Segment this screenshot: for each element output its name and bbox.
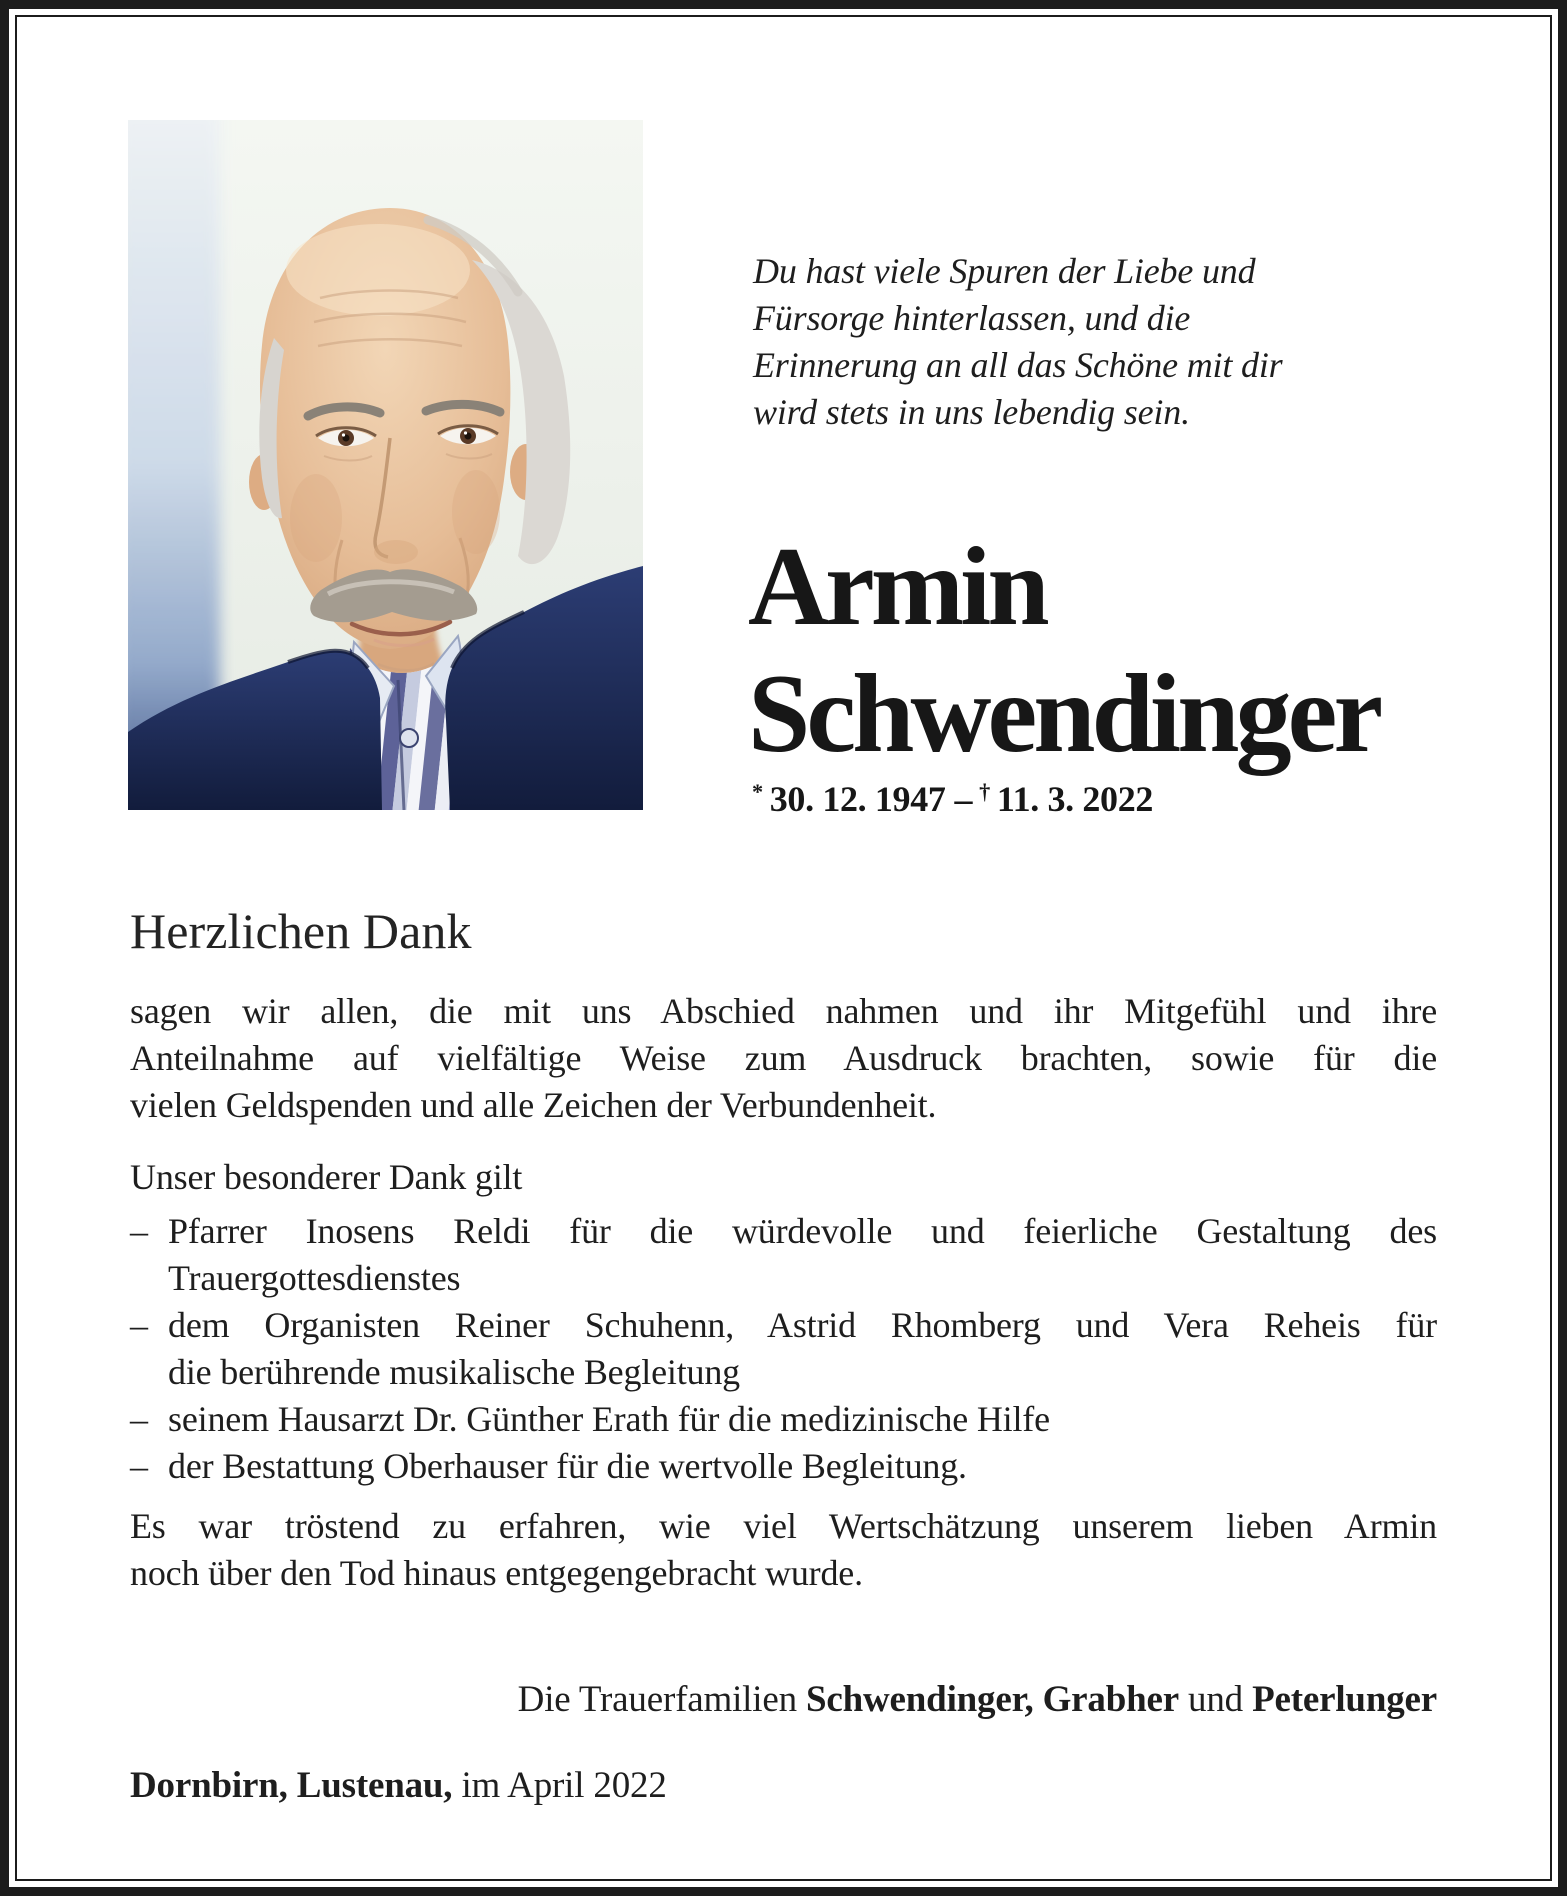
- thanks-item-text: [168, 1443, 1437, 1490]
- place-date-line: [130, 1764, 1437, 1807]
- portrait-illustration: [128, 120, 643, 810]
- text-line: Trauergottesdienstes: [168, 1258, 461, 1298]
- signature-connector: und: [1178, 1679, 1253, 1720]
- text-line: noch über den Tod hinaus entgegengebracht wurde.: [130, 1553, 863, 1593]
- text-line: die berührende musikalische Begleitung: [168, 1352, 740, 1392]
- closing-paragraph: [130, 1503, 1437, 1597]
- deceased-name: [748, 524, 1528, 778]
- text-line: Erinnerung an all das Schöne mit dir: [753, 345, 1283, 385]
- thanks-list-item: [130, 1302, 1437, 1396]
- dates-separator: –: [954, 779, 973, 819]
- text-line: Pfarrer Inosens Reldi für die würdevolle und feierliche Gestaltung des: [168, 1211, 1437, 1251]
- cheek-shade-left: [290, 474, 342, 562]
- text-line: der Bestattung Oberhauser für die wertvolle Begleitung.: [168, 1446, 967, 1486]
- birth-star-symbol: *: [752, 778, 763, 804]
- list-dash: –: [130, 1399, 148, 1439]
- special-thanks-list: [130, 1208, 1437, 1490]
- thanks-list-item: [130, 1208, 1437, 1302]
- date-text: im April 2022: [452, 1765, 667, 1806]
- life-dates: [752, 778, 1153, 820]
- text-line: vielen Geldspenden und alle Zeichen der Verbundenheit.: [130, 1085, 937, 1125]
- memorial-quote: [753, 248, 1413, 436]
- text-line: Anteilnahme auf vielfältige Weise zum Ausdruck brachten, sowie für die: [130, 1038, 1437, 1078]
- mourning-families-line: [130, 1678, 1437, 1721]
- special-thanks-heading: Unser besonderer Dank gilt: [130, 1157, 523, 1197]
- thanks-item-text: [168, 1396, 1437, 1443]
- text-line: seinem Hausarzt Dr. Günther Erath für die medizinische Hilfe: [168, 1399, 1050, 1439]
- thanks-item-text: [168, 1208, 1437, 1302]
- deceased-first-name: Armin: [748, 525, 1046, 649]
- last-family-name-bold: Peterlunger: [1252, 1679, 1437, 1720]
- family-names-bold: Schwendinger, Grabher: [805, 1679, 1179, 1720]
- places-bold: Dornbirn, Lustenau,: [130, 1765, 453, 1806]
- signature-prefix: Die Trauerfamilien: [517, 1679, 806, 1720]
- text-line: Du hast viele Spuren der Liebe und: [753, 251, 1256, 291]
- text-line: Fürsorge hinterlassen, und die: [753, 298, 1191, 338]
- cheek-shade-right: [452, 470, 500, 554]
- shirt-button: [400, 729, 418, 747]
- head-highlight: [286, 224, 470, 316]
- portrait-photo: [128, 120, 643, 810]
- thanks-intro: [130, 988, 1437, 1129]
- text-line: Es war tröstend zu erfahren, wie viel Wertschätzung unserem lieben Armin: [130, 1506, 1437, 1546]
- text-line: dem Organisten Reiner Schuhenn, Astrid Rhomberg und Vera Reheis für: [168, 1305, 1437, 1345]
- thanks-heading: Herzlichen Dank: [130, 903, 472, 959]
- list-dash: –: [130, 1305, 148, 1345]
- thanks-list-item: [130, 1396, 1437, 1443]
- death-cross-symbol: †: [979, 778, 990, 804]
- death-date: 11. 3. 2022: [996, 779, 1153, 819]
- thanks-list-item: [130, 1443, 1437, 1490]
- deceased-last-name: Schwendinger: [748, 652, 1380, 776]
- birth-date: 30. 12. 1947: [769, 779, 946, 819]
- list-dash: –: [130, 1446, 148, 1486]
- list-dash: –: [130, 1211, 148, 1251]
- text-line: wird stets in uns lebendig sein.: [753, 392, 1190, 432]
- text-line: sagen wir allen, die mit uns Abschied nahmen und ihr Mitgefühl und ihre: [130, 991, 1437, 1031]
- thanks-item-text: [168, 1302, 1437, 1396]
